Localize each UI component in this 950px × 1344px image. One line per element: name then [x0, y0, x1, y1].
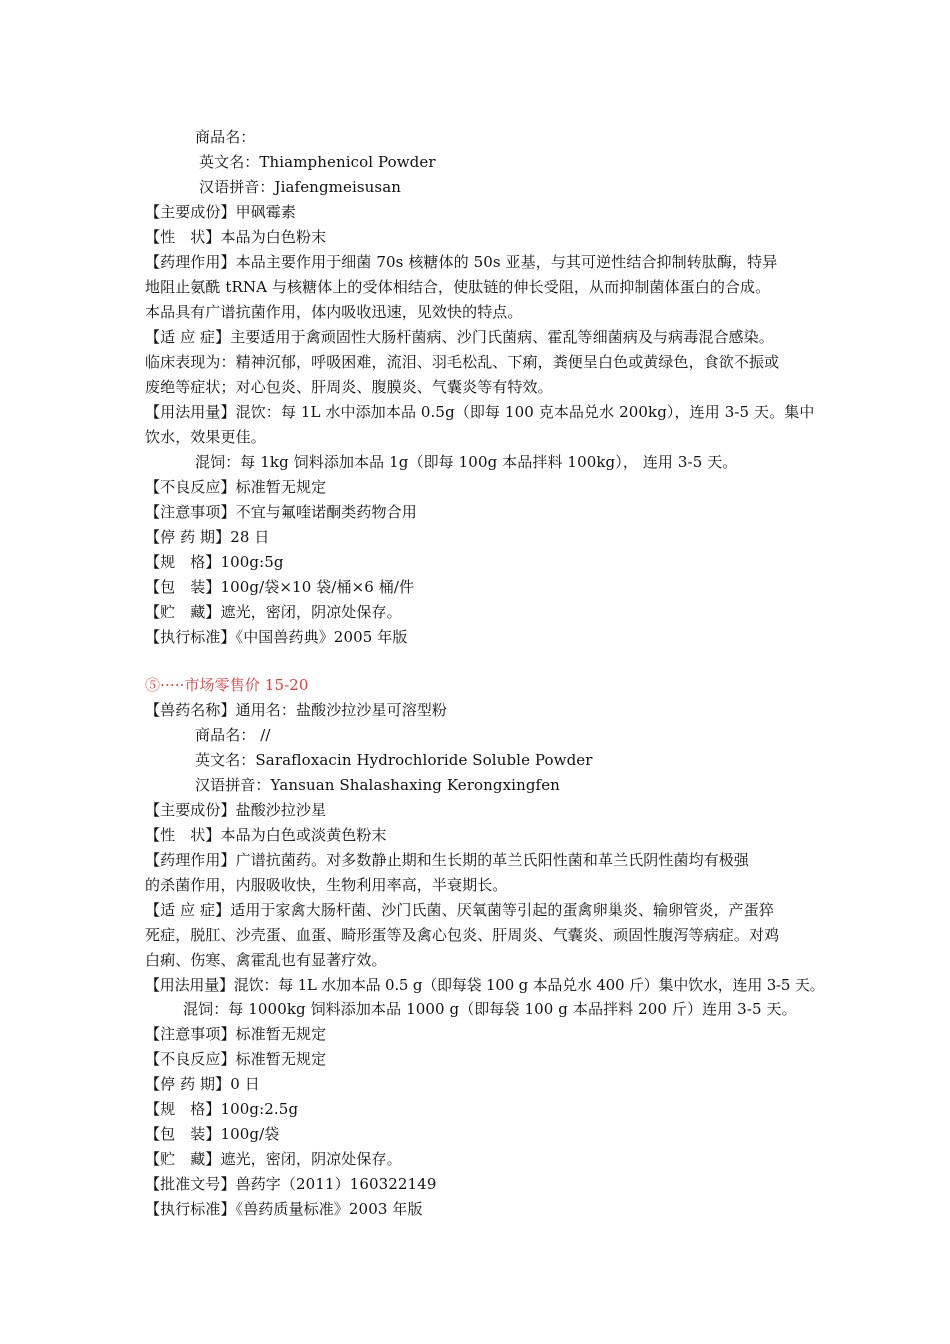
main-ingredient: 【主要成份】甲砜霉素: [145, 203, 297, 221]
dosage-feed: 混饲：每 1kg 饲料添加本品 1g（即每 100g 本品拌料 100kg）， 连用 3-5 天。: [195, 453, 738, 471]
drug-name: 【兽药名称】通用名：盐酸沙拉沙星可溶型粉: [145, 701, 448, 719]
indications-line: 【适 应 症】适用于家禽大肠杆菌、沙门氏菌、厌氧菌等引起的蛋禽卵巢炎、输卵管炎，产蛋猝: [145, 901, 774, 919]
indications-line: 废绝等症状；对心包炎、肝周炎、腹膜炎、气囊炎等有特效。: [145, 378, 553, 396]
execution-standard: 【执行标准】《中国兽药典》2005 年版: [145, 628, 408, 646]
pharmacology-line: 的杀菌作用，内服吸收快，生物利用率高，半衰期长。: [145, 876, 508, 894]
indications-line: 临床表现为：精神沉郁，呼吸困难，流泪、羽毛松乱、下痢，粪便呈白色或黄绿色，食欲不振或: [145, 353, 780, 371]
main-ingredient: 【主要成份】盐酸沙拉沙星: [145, 801, 327, 819]
pharmacology-line: 地阻止氨酰 tRNA 与核糖体上的受体相结合，使肽链的伸长受阻，从而抑制菌体蛋白的合成。: [145, 278, 771, 296]
dosage-feed: 混饲：每 1000kg 饲料添加本品 1000 g（即每袋 100 g 本品拌料 200 斤）连用 3-5 天。: [183, 1000, 797, 1018]
indications-line: 【适 应 症】主要适用于禽顽固性大肠杆菌病、沙门氏菌病、霍乱等细菌病及与病毒混合感染。: [145, 328, 774, 346]
approval-number: 【批准文号】兽药字（2011）160322149: [145, 1175, 437, 1193]
precautions: 【注意事项】标准暂无规定: [145, 1025, 327, 1043]
pharmacology-line: 【药理作用】广谱抗菌药。对多数静止期和生长期的革兰氏阳性菌和革兰氏阴性菌均有极强: [145, 851, 750, 869]
withdrawal-period: 【停 药 期】0 日: [145, 1075, 260, 1093]
adverse-reactions: 【不良反应】标准暂无规定: [145, 1050, 327, 1068]
dosage-line: 【用法用量】混饮：每 1L 水中添加本品 0.5g（即每 100 克本品兑水 200kg），连用 3-5 天。集中: [145, 403, 815, 421]
english-name: 英文名：Sarafloxacin Hydrochloride Soluble Powder: [195, 751, 593, 769]
dosage-water: 【用法用量】混饮：每 1L 水加本品 0.5 g（即每袋 100 g 本品兑水 400 斤）集中饮水，连用 3-5 天。: [145, 976, 825, 994]
dosage-line: 饮水，效果更佳。: [145, 428, 266, 446]
specification: 【规 格】100g:5g: [145, 553, 284, 571]
indications-line: 死症，脱肛、沙壳蛋、血蛋、畸形蛋等及禽心包炎、肝周炎、气囊炎、顽固性腹泻等病症。对鸡: [145, 926, 780, 944]
storage: 【贮 藏】遮光，密闭，阴凉处保存。: [145, 603, 402, 621]
price-heading: ⑤·····市场零售价 15-20: [145, 676, 309, 694]
pinyin-name: 汉语拼音：Jiafengmeisusan: [199, 178, 402, 196]
indications-line: 白痢、伤寒、禽霍乱也有显著疗效。: [145, 951, 387, 969]
execution-standard: 【执行标准】《兽药质量标准》2003 年版: [145, 1200, 423, 1218]
trade-name: 商品名：: [195, 128, 256, 146]
precautions: 【注意事项】不宜与氟喹诺酮类药物合用: [145, 503, 417, 521]
withdrawal-period: 【停 药 期】28 日: [145, 528, 270, 546]
adverse-reactions: 【不良反应】标准暂无规定: [145, 478, 327, 496]
appearance: 【性 状】本品为白色或淡黄色粉末: [145, 826, 387, 844]
specification: 【规 格】100g:2.5g: [145, 1100, 299, 1118]
pharmacology-line: 【药理作用】本品主要作用于细菌 70s 核糖体的 50s 亚基，与其可逆性结合抑制转肽酶，特异: [145, 253, 778, 271]
packaging: 【包 装】100g/袋: [145, 1125, 280, 1143]
pinyin-name: 汉语拼音：Yansuan Shalashaxing Kerongxingfen: [195, 776, 560, 794]
trade-name: 商品名： //: [195, 726, 271, 744]
english-name: 英文名：Thiamphenicol Powder: [199, 153, 436, 171]
pharmacology-line: 本品具有广谱抗菌作用，体内吸收迅速，见效快的特点。: [145, 303, 523, 321]
storage: 【贮 藏】遮光，密闭，阴凉处保存。: [145, 1150, 402, 1168]
appearance: 【性 状】本品为白色粉末: [145, 228, 327, 246]
packaging: 【包 装】100g/袋×10 袋/桶×6 桶/件: [145, 578, 415, 596]
